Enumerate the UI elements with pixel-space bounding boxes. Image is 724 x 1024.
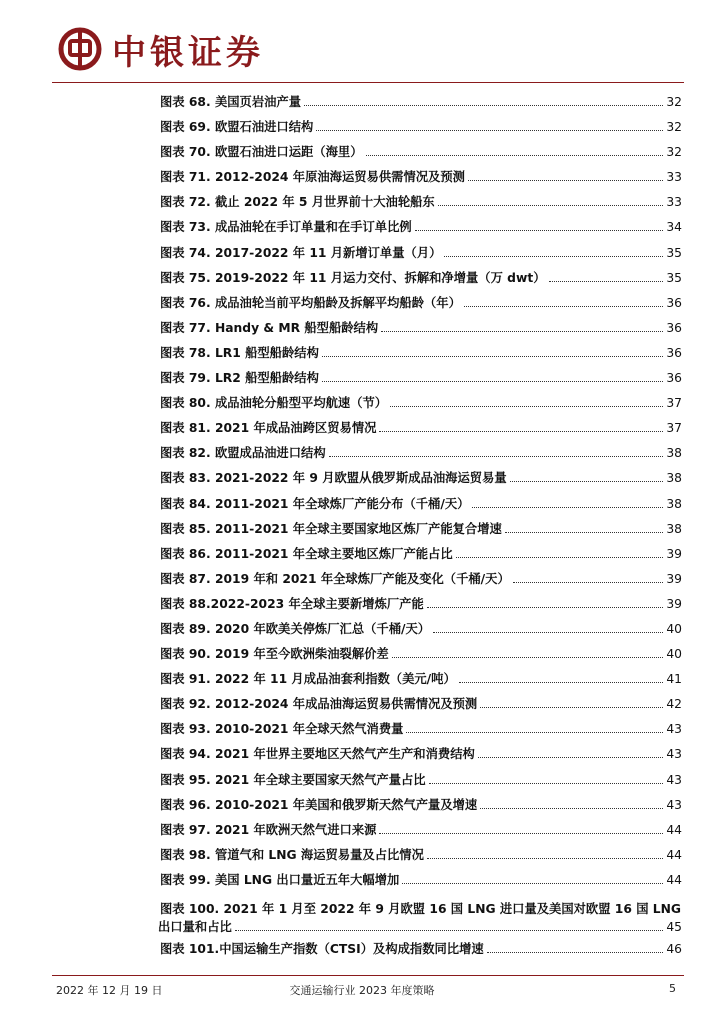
dot-leader <box>379 431 663 432</box>
dot-leader <box>381 331 663 332</box>
dot-leader <box>427 858 663 859</box>
dot-leader <box>427 607 664 608</box>
toc-entry-page: 46 <box>666 942 682 956</box>
toc-entry[interactable] <box>160 744 682 769</box>
dot-leader <box>390 406 663 407</box>
toc-entry-title: 图表 95. 2021 年全球主要国家天然气产量占比 <box>160 772 426 787</box>
toc-entry-title: 图表 75. 2019-2022 年 11 月运力交付、拆解和净增量（万 dwt） <box>160 270 546 285</box>
dot-leader <box>322 356 663 357</box>
dot-leader <box>505 532 664 533</box>
toc-entry[interactable] <box>160 870 682 895</box>
toc-entry[interactable] <box>160 719 682 744</box>
footer-page-number: 5 <box>669 982 676 995</box>
toc-entry-page: 37 <box>666 396 682 411</box>
toc-entry-page: 37 <box>666 421 682 436</box>
toc-entry-title: 图表 68. 美国页岩油产量 <box>160 95 302 109</box>
toc-entry-title: 图表 71. 2012-2024 年原油海运贸易供需情况及预测 <box>160 170 465 185</box>
table-of-figures <box>160 92 682 964</box>
dot-leader <box>433 632 663 633</box>
dot-leader <box>402 883 663 884</box>
toc-entry-page: 32 <box>666 145 682 160</box>
toc-entry[interactable] <box>160 117 682 142</box>
dot-leader <box>472 507 663 508</box>
toc-entry-title: 图表 96. 2010-2021 年美国和俄罗斯天然气产量及增速 <box>160 797 478 812</box>
dot-leader <box>468 180 663 181</box>
toc-entry[interactable] <box>160 770 682 795</box>
toc-entry-page: 34 <box>666 220 682 235</box>
toc-entry[interactable] <box>160 845 682 870</box>
toc-entry-title: 图表 74. 2017-2022 年 11 月新增订单量（月） <box>160 245 442 260</box>
dot-leader <box>478 757 664 758</box>
toc-entry-title: 图表 70. 欧盟石油进口运距（海里） <box>160 145 363 160</box>
toc-entry-page: 44 <box>666 847 682 862</box>
toc-entry-title: 图表 93. 2010-2021 年全球天然气消费量 <box>160 722 404 737</box>
toc-entry-page: 32 <box>666 95 682 109</box>
toc-entry[interactable] <box>160 820 682 845</box>
footer-report-title: 交通运输行业 2023 年度策略 <box>289 984 435 997</box>
header <box>58 22 264 76</box>
dot-leader <box>316 130 663 131</box>
dot-leader <box>513 582 664 583</box>
toc-entry-page: 38 <box>666 521 682 536</box>
dot-leader <box>429 783 664 784</box>
toc-entry-title: 图表 99. 美国 LNG 出口量近五年大幅增加 <box>160 872 400 887</box>
toc-entry-title: 图表 81. 2021 年成品油跨区贸易情况 <box>160 421 377 436</box>
toc-entry-page: 43 <box>666 772 682 787</box>
toc-entry[interactable] <box>160 939 682 964</box>
toc-entry-page: 39 <box>666 546 682 561</box>
toc-entry[interactable] <box>160 92 682 117</box>
toc-entry-title: 图表 82. 欧盟成品油进口结构 <box>160 446 326 461</box>
toc-entry[interactable] <box>160 544 682 569</box>
dot-leader <box>549 281 664 282</box>
toc-entry-page: 36 <box>666 371 682 386</box>
toc-entry-page: 39 <box>666 596 682 611</box>
toc-entry[interactable] <box>160 268 682 293</box>
toc-entry-page: 35 <box>666 245 682 260</box>
header-divider <box>52 82 684 83</box>
toc-entry[interactable] <box>160 644 682 669</box>
toc-entry-page: 43 <box>666 797 682 812</box>
footer-divider <box>52 975 684 976</box>
toc-entry-title: 图表 73. 成品油轮在手订单量和在手订单比例 <box>160 220 412 235</box>
toc-entry-title: 图表 92. 2012-2024 年成品油海运贸易供需情况及预测 <box>160 697 478 712</box>
toc-entry-title: 图表 87. 2019 年和 2021 年全球炼厂产能及变化（千桶/天） <box>160 571 510 586</box>
toc-entry-title: 图表 84. 2011-2021 年全球炼厂产能分布（千桶/天） <box>160 496 470 511</box>
toc-entry[interactable] <box>160 619 682 644</box>
toc-entry-page: 40 <box>666 621 682 636</box>
toc-entry-title: 图表 76. 成品油轮当前平均船龄及拆解平均船龄（年） <box>160 295 461 310</box>
footer-date: 2022 年 12 月 19 日 <box>56 984 163 997</box>
toc-entry-title-continued <box>158 917 682 939</box>
toc-entry-page: 44 <box>666 822 682 837</box>
dot-leader <box>459 682 664 683</box>
toc-entry-title: 图表 91. 2022 年 11 月成品油套利指数（美元/吨） <box>160 672 456 687</box>
dot-leader <box>235 930 664 931</box>
toc-entry-title: 图表 77. Handy & MR 船型船龄结构 <box>160 320 379 335</box>
toc-entry[interactable] <box>160 368 682 393</box>
dot-leader <box>480 808 663 809</box>
toc-entry[interactable] <box>160 468 682 493</box>
toc-entry[interactable] <box>160 192 682 217</box>
dot-leader <box>464 306 663 307</box>
toc-entry-page: 38 <box>666 496 682 511</box>
toc-entry-title: 图表 78. LR1 船型船龄结构 <box>160 345 319 360</box>
toc-entry-title-line2: 出口量和占比 <box>158 920 232 934</box>
toc-entry-title: 图表 72. 截止 2022 年 5 月世界前十大油轮船东 <box>160 195 435 210</box>
toc-entry-page: 36 <box>666 320 682 335</box>
toc-entry-page: 36 <box>666 295 682 310</box>
toc-entry[interactable] <box>160 293 682 318</box>
toc-entry[interactable] <box>160 393 682 418</box>
toc-entry-page: 44 <box>666 872 682 887</box>
toc-entry-title: 图表 90. 2019 年至今欧洲柴油裂解价差 <box>160 647 389 662</box>
toc-entry-page: 40 <box>666 647 682 662</box>
toc-entry[interactable] <box>160 694 682 719</box>
dot-leader <box>366 155 664 156</box>
dot-leader <box>406 732 663 733</box>
toc-entry-title: 图表 86. 2011-2021 年全球主要地区炼厂产能占比 <box>160 546 453 561</box>
toc-entry[interactable] <box>160 519 682 544</box>
toc-entry-page: 45 <box>666 920 682 934</box>
toc-entry-title: 图表 94. 2021 年世界主要地区天然气产生产和消费结构 <box>160 747 475 762</box>
dot-leader <box>322 381 663 382</box>
toc-entry-title: 图表 98. 管道气和 LNG 海运贸易量及占比情况 <box>160 847 424 862</box>
toc-entry-title: 图表 89. 2020 年欧美关停炼厂汇总（千桶/天） <box>160 621 431 636</box>
dot-leader <box>456 557 664 558</box>
toc-entry[interactable] <box>160 343 682 368</box>
toc-entry-page: 41 <box>666 672 682 687</box>
toc-entry-page: 43 <box>666 747 682 762</box>
toc-entry[interactable] <box>160 217 682 242</box>
toc-entry-page: 33 <box>666 195 682 210</box>
toc-entry-page: 38 <box>666 471 682 486</box>
toc-entry-title: 图表 80. 成品油轮分船型平均航速（节） <box>160 396 388 411</box>
toc-entry[interactable] <box>160 142 682 167</box>
dot-leader <box>392 657 664 658</box>
toc-entry-title: 图表 101.中国运输生产指数（CTSI）及构成指数同比增速 <box>160 942 484 956</box>
dot-leader <box>438 205 664 206</box>
dot-leader <box>379 833 663 834</box>
toc-entry[interactable] <box>160 569 682 594</box>
toc-entry-page: 32 <box>666 120 682 135</box>
toc-entry-title: 图表 97. 2021 年欧洲天然气进口来源 <box>160 822 377 837</box>
dot-leader <box>444 256 663 257</box>
toc-entry-title: 图表 83. 2021-2022 年 9 月欧盟从俄罗斯成品油海运贸易量 <box>160 471 507 486</box>
toc-entry-title: 图表 85. 2011-2021 年全球主要国家地区炼厂产能复合增速 <box>160 521 502 536</box>
toc-entry[interactable] <box>160 895 682 939</box>
toc-entry-page: 43 <box>666 722 682 737</box>
toc-entry-title: 图表 79. LR2 船型船龄结构 <box>160 371 319 386</box>
toc-entry-page: 38 <box>666 446 682 461</box>
dot-leader <box>329 456 664 457</box>
brand-name: 中银证券 <box>112 32 264 73</box>
toc-entry[interactable] <box>160 167 682 192</box>
dot-leader <box>415 230 664 231</box>
dot-leader <box>480 707 663 708</box>
toc-entry-page: 42 <box>666 697 682 712</box>
bank-of-china-logo-icon <box>58 27 102 71</box>
toc-entry[interactable] <box>160 443 682 468</box>
toc-entry[interactable] <box>160 418 682 443</box>
toc-entry[interactable] <box>160 594 682 619</box>
dot-leader <box>510 481 664 482</box>
dot-leader <box>304 105 663 106</box>
toc-entry[interactable] <box>160 669 682 694</box>
toc-entry-page: 35 <box>666 270 682 285</box>
toc-entry-title: 图表 69. 欧盟石油进口结构 <box>160 120 314 135</box>
dot-leader <box>487 952 664 953</box>
toc-entry-title: 图表 100. 2021 年 1 月至 2022 年 9 月欧盟 16 国 LNG 进口量及美国对欧盟 16 国 LNG <box>160 902 682 916</box>
toc-entry-page: 33 <box>666 170 682 185</box>
toc-entry-title: 图表 88.2022-2023 年全球主要新增炼厂产能 <box>160 596 424 611</box>
toc-entry-page: 36 <box>666 345 682 360</box>
toc-entry[interactable] <box>160 243 682 268</box>
toc-entry[interactable] <box>160 795 682 820</box>
toc-entry[interactable] <box>160 318 682 343</box>
toc-entry[interactable] <box>160 494 682 519</box>
toc-entry-page: 39 <box>666 571 682 586</box>
